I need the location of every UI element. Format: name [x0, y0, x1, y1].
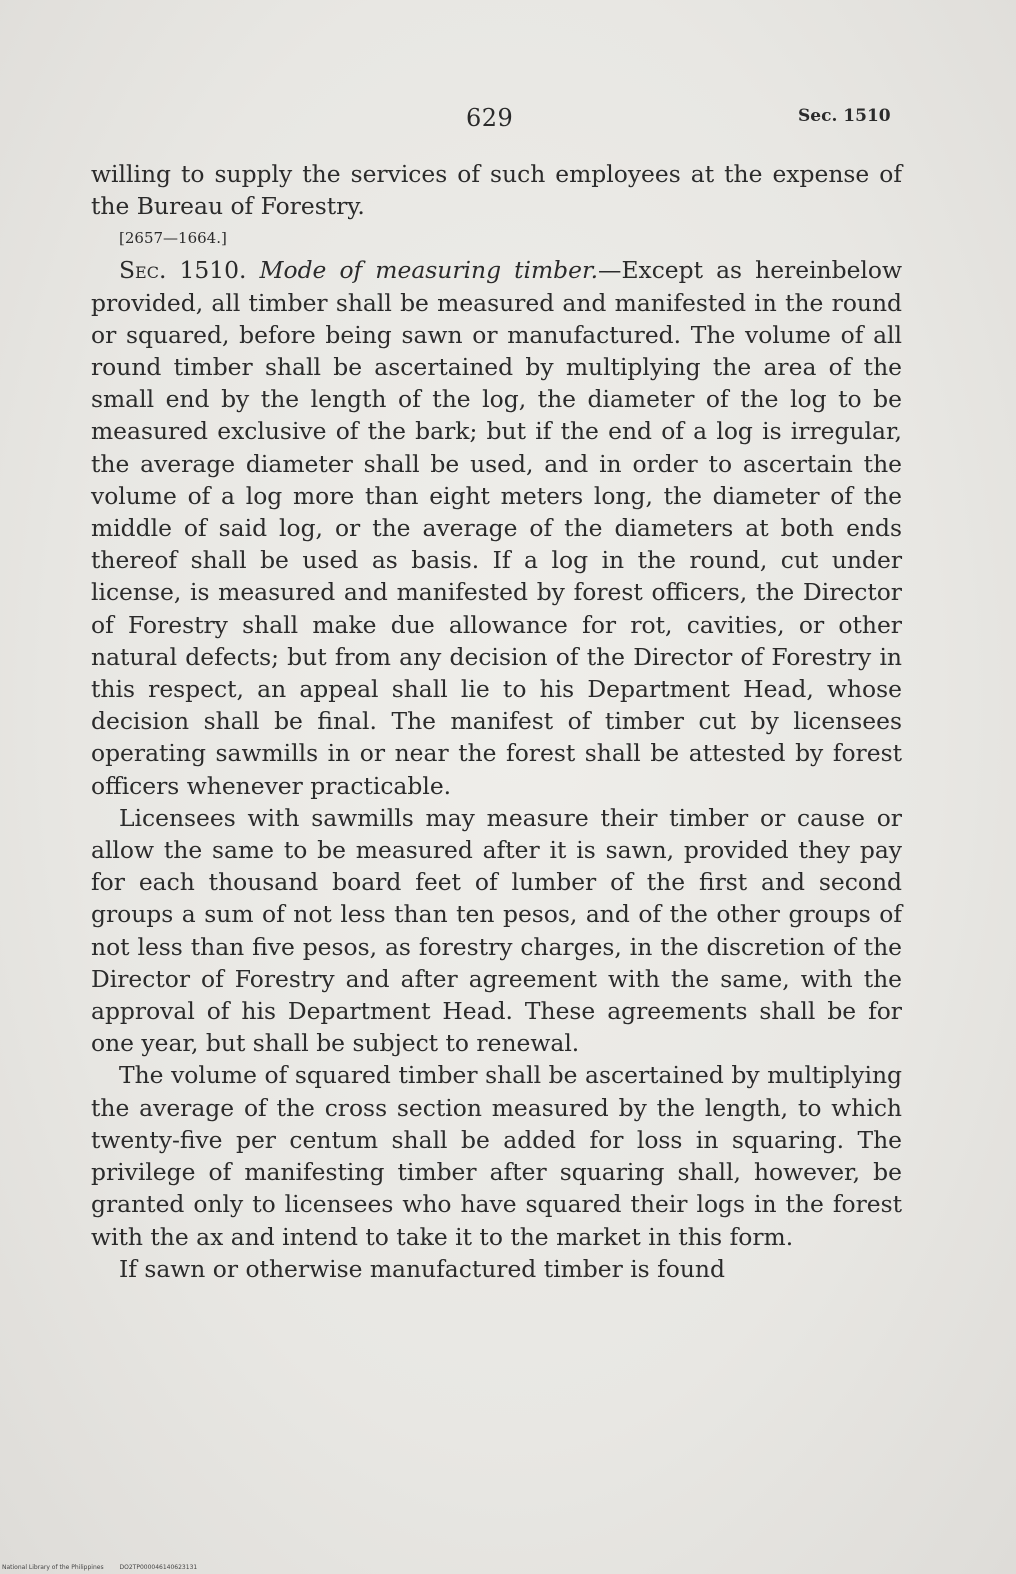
- page-header: [0, 100, 1016, 140]
- scan-footer-stamp: [2, 1564, 211, 1571]
- running-section-reference: Sec. 1510: [798, 106, 891, 126]
- body-text: [91, 158, 902, 1285]
- section-number: 1510.: [179, 256, 247, 285]
- footer-institution: National Library of the Philippines: [2, 1564, 104, 1571]
- page-number: 629: [466, 104, 514, 132]
- source-citation: [2657—1664.]: [119, 229, 227, 248]
- section-paragraph: [91, 254, 902, 801]
- section-title: Mode of measuring timber.: [259, 256, 599, 285]
- section-text: —Except as hereinbelow provided, all timber shall be measured and manifested in the round or squared, before being sawn or manufactured. The volume of all round timber shall be ascertained by multiplying the area of the small end by the length of the log, the diameter of the log to be measured exclusive of the bark; but if the end of a log is irregular, the average diameter shall be used, and in order to ascertain the volume of a log more than eight meters long, the diameter of the middle of said log, or the average of the diameters at both ends thereof shall be used as basis. If a log in the round, cut under license, is measured and manifested by forest officers, the Director of Forestry shall make due allowance for rot, cavities, or other natural defects; but from any decision of the Director of Forestry in this respect, an appeal shall lie to his Department Head, whose decision shall be final. The manifest of timber cut by licensees operating sawmills in or near the forest shall be attested by forest officers whenever practicable.: [91, 256, 903, 800]
- footer-code: DO2TP000046140623131: [119, 1564, 198, 1571]
- paragraph-squared-timber: The volume of squared timber shall be ascertained by multiplying the average of the cross section measured by the length, to which twenty-five per centum shall be added for loss in squaring. The privilege of manifesting timber after squaring shall, however, be granted only to licensees who have squared their logs in the forest with the ax and intend to take it to the market in this form.: [91, 1061, 902, 1251]
- paragraph-licensees: Licensees with sawmills may measure their timber or cause or allow the same to be measured after it is sawn, provided they pay for each thousand board feet of lumber of the first and second groups a sum of not less than ten pesos, and of the other groups of not less than five pesos, as forestry charges, in the discretion of the Director of Forestry and after agreement with the same, with the approval of his Department Head. These agreements shall be for one year, but shall be subject to renewal.: [91, 803, 902, 1058]
- paragraph-sawn-timber: If sawn or otherwise manufactured timber is found: [119, 1254, 725, 1283]
- continuation-paragraph: willing to supply the services of such employees at the expense of the Bureau of Forestry.: [91, 160, 902, 221]
- section-label: Sec.: [119, 256, 167, 285]
